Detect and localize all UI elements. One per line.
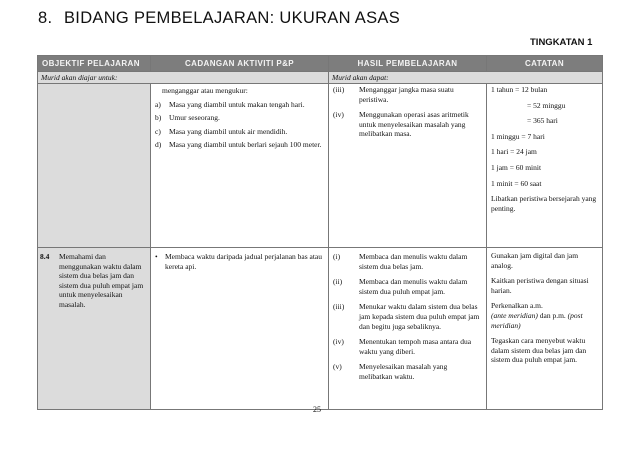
list-key: a) bbox=[155, 99, 161, 109]
catatan-line: 1 hari = 24 jam bbox=[491, 147, 537, 157]
list-key: (ii) bbox=[333, 277, 343, 287]
list-text: Menganggar jangka masa suatu peristiwa. bbox=[359, 85, 454, 104]
objektif-entry bbox=[38, 248, 150, 314]
header-row bbox=[38, 56, 603, 72]
hasil-list bbox=[329, 251, 486, 382]
list-key: c) bbox=[155, 126, 161, 136]
objektif-cell-empty bbox=[38, 84, 151, 248]
list-text: Umur seseorang. bbox=[169, 113, 220, 123]
list-key: (iii) bbox=[333, 302, 345, 312]
section-number: 8. bbox=[38, 9, 53, 27]
page-number: 25 bbox=[313, 405, 321, 414]
cadangan-cell bbox=[151, 248, 329, 410]
list-text: Masa yang diambil untuk makan tengah hari. bbox=[169, 99, 305, 109]
subheader-murid-dapat: Murid akan dapat: bbox=[329, 72, 603, 84]
list-text: Membaca dan menulis waktu dalam sistem dua belas jam. bbox=[359, 252, 468, 271]
table-row bbox=[38, 84, 603, 248]
list-text: Membaca dan menulis waktu dalam sistem dua puluh empat jam. bbox=[359, 277, 468, 296]
catatan-line: 1 jam = 60 minit bbox=[491, 162, 542, 172]
objektif-text: Memahami dan menggunakan waktu dalam sistem dua belas jam dan sistem dua puluh empat jam untuk menyelesaikan masalah. bbox=[59, 252, 144, 309]
header-catatan: CATATAN bbox=[487, 56, 603, 72]
list-item bbox=[329, 110, 486, 139]
subheader-row bbox=[38, 72, 603, 84]
list-item bbox=[329, 337, 486, 356]
catatan-line: 1 minit = 60 saat bbox=[491, 178, 542, 188]
cadangan-list bbox=[151, 100, 328, 150]
catatan-line: 1 minggu = 7 hari bbox=[491, 131, 545, 141]
header-cadangan: CADANGAN AKTIVITI P&P bbox=[151, 56, 329, 72]
list-item bbox=[155, 100, 328, 110]
list-key: (iii) bbox=[333, 85, 345, 94]
list-item bbox=[329, 302, 486, 331]
list-item bbox=[155, 127, 328, 137]
subheader-murid-diajar: Murid akan diajar untuk: bbox=[38, 72, 329, 84]
header-objektif: OBJEKTIF PELAJARAN bbox=[38, 56, 151, 72]
list-item bbox=[155, 140, 328, 150]
list-key: b) bbox=[155, 113, 162, 123]
catatan-fragment: dan p.m. bbox=[539, 310, 566, 320]
hasil-cell bbox=[329, 84, 487, 248]
catatan-line: Libatkan peristiwa bersejarah yang penting. bbox=[491, 194, 597, 213]
section-title bbox=[38, 9, 400, 28]
catatan-fragment: (post meridian) bbox=[491, 310, 583, 330]
catatan-line: Kaitkan peristiwa dengan situasi harian. bbox=[491, 276, 589, 295]
level-label: TINGKATAN 1 bbox=[530, 37, 593, 48]
list-item bbox=[329, 85, 486, 104]
catatan-line: Tegaskan cara menyebut waktu dalam sistem dua belas jam dan sistem dua puluh empat jam. bbox=[491, 336, 587, 365]
list-key: d) bbox=[155, 140, 162, 150]
hasil-cell bbox=[329, 248, 487, 410]
section-title-text: BIDANG PEMBELAJARAN: UKURAN ASAS bbox=[64, 9, 401, 27]
table-row bbox=[38, 248, 603, 410]
list-item bbox=[329, 252, 486, 271]
list-text: Menentukan tempoh masa antara dua waktu yang diberi. bbox=[359, 337, 472, 356]
list-text: Menggunakan operasi asas aritmetik untuk menyelesaikan masalah yang melibatkan masa. bbox=[359, 110, 469, 139]
objektif-cell bbox=[38, 248, 151, 410]
catatan-line: = 52 minggu bbox=[527, 100, 566, 110]
hasil-list bbox=[329, 84, 486, 139]
list-item bbox=[329, 277, 486, 296]
catatan-fragment: (ante meridian) bbox=[491, 310, 538, 320]
catatan-cell bbox=[487, 84, 603, 248]
cadangan-lead: menganggar atau mengukur: bbox=[162, 86, 248, 95]
cadangan-cell bbox=[151, 84, 329, 248]
objektif-number: 8.4 bbox=[40, 252, 50, 261]
list-key: (iv) bbox=[333, 110, 344, 120]
header-hasil: HASIL PEMBELAJARAN bbox=[329, 56, 487, 72]
list-key: (v) bbox=[333, 362, 342, 372]
list-text: Masa yang diambil untuk air mendidih. bbox=[169, 126, 288, 136]
curriculum-table bbox=[37, 55, 603, 410]
list-key: (iv) bbox=[333, 337, 344, 347]
catatan-line bbox=[487, 301, 602, 330]
list-text: Masa yang diambil untuk berlari sejauh 100 meter. bbox=[169, 140, 322, 150]
list-text: Menukar waktu dalam sistem dua belas jam kepada sistem dua puluh empat jam dan begitu juga sebaliknya. bbox=[359, 302, 480, 331]
catatan-cell bbox=[487, 248, 603, 410]
cadangan-bullet-item bbox=[151, 248, 328, 271]
catatan-line: Gunakan jam digital dan jam analog. bbox=[491, 251, 579, 270]
catatan-line: 1 tahun = 12 bulan bbox=[491, 85, 548, 94]
catatan-line: = 365 hari bbox=[527, 116, 558, 126]
list-item bbox=[155, 113, 328, 123]
catatan-fragment: Perkenalkan a.m. bbox=[491, 301, 543, 311]
cadangan-bullet-text: Membaca waktu daripada jadual perjalanan bas atau kereta api. bbox=[165, 252, 323, 271]
bullet-icon: • bbox=[155, 252, 158, 261]
list-key: (i) bbox=[333, 252, 341, 261]
list-item bbox=[329, 362, 486, 381]
list-text: Menyelesaikan masalah yang melibatkan waktu. bbox=[359, 362, 448, 381]
